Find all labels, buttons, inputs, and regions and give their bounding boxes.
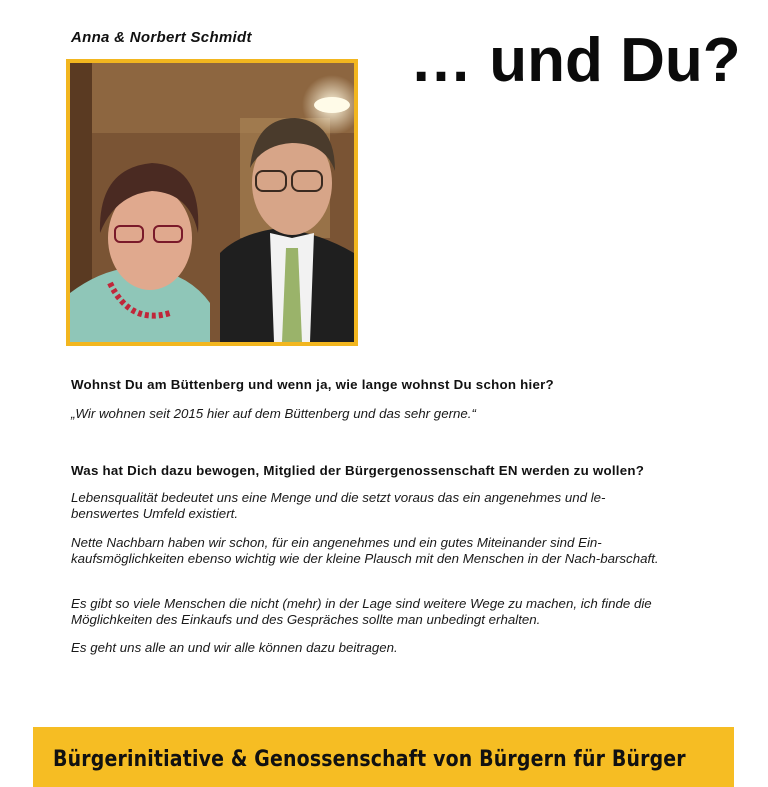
answer-2-paragraph-3: Es gibt so viele Menschen die nicht (mehr) in der Lage sind weitere Wege zu machen, ich finde die Möglichkeiten des Einkaufs und des Gespräches sollte man unbedingt erhalten. — [71, 596, 652, 627]
footer-banner — [33, 727, 734, 787]
answer-2-paragraph-4: Es geht uns alle an und wir alle können dazu beitragen. — [71, 640, 398, 655]
answer-2-paragraph-2: Nette Nachbarn haben wir schon, für ein angenehmes und ein gutes Miteinander sind Ein-kaufsmöglichkeiten ebenso wichtig wie der kleine Plausch mit den Menschen in der Nach-barschaft. — [71, 535, 659, 566]
answer-1: „Wir wohnen seit 2015 hier auf dem Büttenberg und das sehr gerne.“ — [71, 406, 476, 421]
headline: … und Du? — [410, 26, 741, 95]
question-1: Wohnst Du am Büttenberg und wenn ja, wie lange wohnst Du schon hier? — [71, 377, 554, 392]
couple-photo-icon — [70, 63, 354, 342]
couple-photo — [66, 59, 358, 346]
footer-banner-text: Bürgerinitiative & Genossenschaft von Bürgern für Bürger — [53, 747, 686, 772]
answer-2-paragraph-1: Lebensqualität bedeutet uns eine Menge und die setzt voraus das ein angenehmes und le-benswertes Umfeld existiert. — [71, 490, 606, 521]
names-caption: Anna & Norbert Schmidt — [71, 29, 252, 46]
question-2: Was hat Dich dazu bewogen, Mitglied der Bürgergenossenschaft EN werden zu wollen? — [71, 463, 645, 478]
